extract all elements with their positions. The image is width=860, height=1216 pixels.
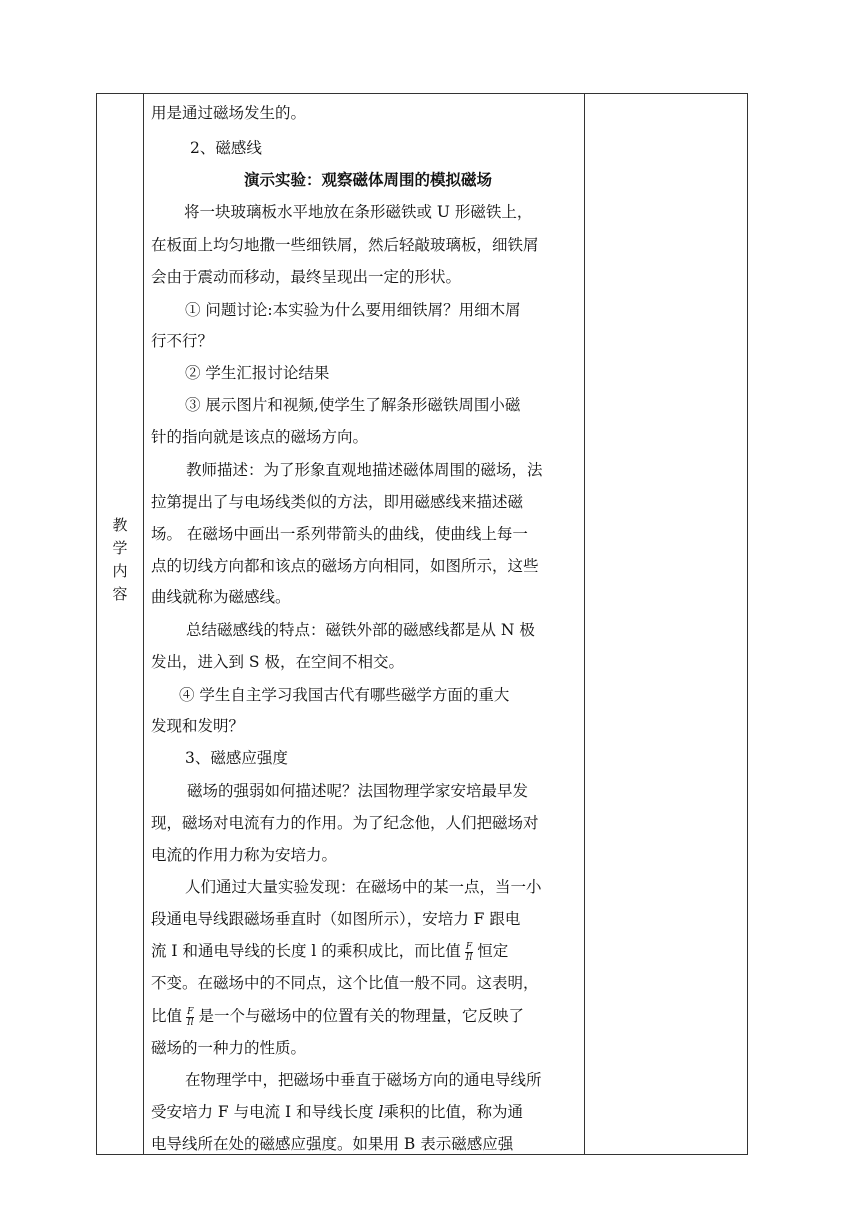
row-label-char: 教 xyxy=(112,516,128,534)
text-line: 将一块玻璃板水平地放在条形磁铁或 U 形磁铁上， xyxy=(184,203,533,221)
text-line: 不变。在磁场中的不同点，这个比值一般不同。这表明， xyxy=(151,974,539,992)
row-label xyxy=(97,514,143,606)
text-fragment: 受安培力 F 与电流 I 和导线长度 xyxy=(151,1103,374,1121)
fraction-f-over-il: $\frac{F}{Il}$ xyxy=(187,1006,194,1028)
text-line: 2、磁感线 xyxy=(190,139,262,157)
lesson-table xyxy=(96,93,748,1155)
text-line: 用是通过磁场发生的。 xyxy=(151,104,307,122)
text-line: 发现和发明？ xyxy=(151,717,245,735)
text-line: 磁场的强弱如何描述呢？法国物理学家安培最早发 xyxy=(187,782,529,800)
text-line: 在物理学中，把磁场中垂直于磁场方向的通电导线所 xyxy=(185,1071,542,1089)
text-line: 行不行？ xyxy=(151,332,214,350)
row-label-char: 容 xyxy=(112,585,128,603)
column-divider xyxy=(584,94,585,1154)
text-line: ④ 学生自主学习我国古代有哪些磁学方面的重大 xyxy=(179,686,510,704)
text-line: 点的切线方向都和该点的磁场方向相同，如图所示，这些 xyxy=(151,557,539,575)
fraction-f-over-il: $\frac{F}{Il}$ xyxy=(465,941,473,963)
text-line xyxy=(151,1003,524,1029)
text-line: ③ 展示图片和视频,使学生了解条形磁铁周围小磁 xyxy=(185,396,521,414)
text-fragment: 比值 xyxy=(151,1007,183,1025)
text-line: 场。 在磁场中画出一系列带箭头的曲线，使曲线上每一 xyxy=(151,525,528,543)
text-fragment: 乘积的比值，称为通 xyxy=(383,1103,524,1121)
text-line: 人们通过大量实验发现：在磁场中的某一点，当一小 xyxy=(185,878,542,896)
text-line: ① 问题讨论:本实验为什么要用细铁屑？用细木屑 xyxy=(185,301,521,319)
text-line xyxy=(151,1099,523,1125)
text-line: 会由于震动而移动，最终呈现出一定的形状。 xyxy=(151,268,462,286)
text-fragment: 流 I 和通电导线的长度 l 的乘积成比，而比值 xyxy=(151,942,461,960)
text-line xyxy=(151,938,508,964)
section-heading: 3、磁感应强度 xyxy=(185,749,288,767)
text-fragment: 是一个与磁场中的位置有关的物理量，它反映了 xyxy=(198,1007,524,1025)
column-divider xyxy=(143,94,144,1154)
row-label-char: 学 xyxy=(112,539,128,557)
text-line: 发出，进入到 S 极，在空间不相交。 xyxy=(151,653,404,671)
text-line: 教师描述：为了形象直观地描述磁体周围的磁场，法 xyxy=(186,461,543,479)
text-line: 曲线就称为磁感线。 xyxy=(151,588,291,606)
text-line: 针的指向就是该点的磁场方向。 xyxy=(151,428,369,446)
row-label-char: 内 xyxy=(112,562,128,580)
text-line: 电导线所在处的磁感应强度。如果用 B 表示磁感应强 xyxy=(151,1135,514,1153)
text-fragment: 恒定 xyxy=(477,942,509,960)
text-line: 电流的作用力称为安培力。 xyxy=(151,846,338,864)
text-line: 在板面上均匀地撒一些细铁屑，然后轻敲玻璃板，细铁屑 xyxy=(151,236,539,254)
text-line: 磁场的一种力的性质。 xyxy=(151,1039,307,1057)
text-line: 段通电导线跟磁场垂直时（如图所示），安培力 F 跟电 xyxy=(151,910,521,928)
text-line: ② 学生汇报讨论结果 xyxy=(185,364,330,382)
text-line: 总结磁感线的特点：磁铁外部的磁感线都是从 N 极 xyxy=(186,621,535,639)
symbol-l: l xyxy=(378,1103,384,1121)
text-line: 现，磁场对电流有力的作用。为了纪念他，人们把磁场对 xyxy=(151,814,539,832)
experiment-heading: 演示实验：观察磁体周围的模拟磁场 xyxy=(244,170,493,189)
text-line: 拉第提出了与电场线类似的方法，即用磁感线来描述磁 xyxy=(151,493,524,511)
